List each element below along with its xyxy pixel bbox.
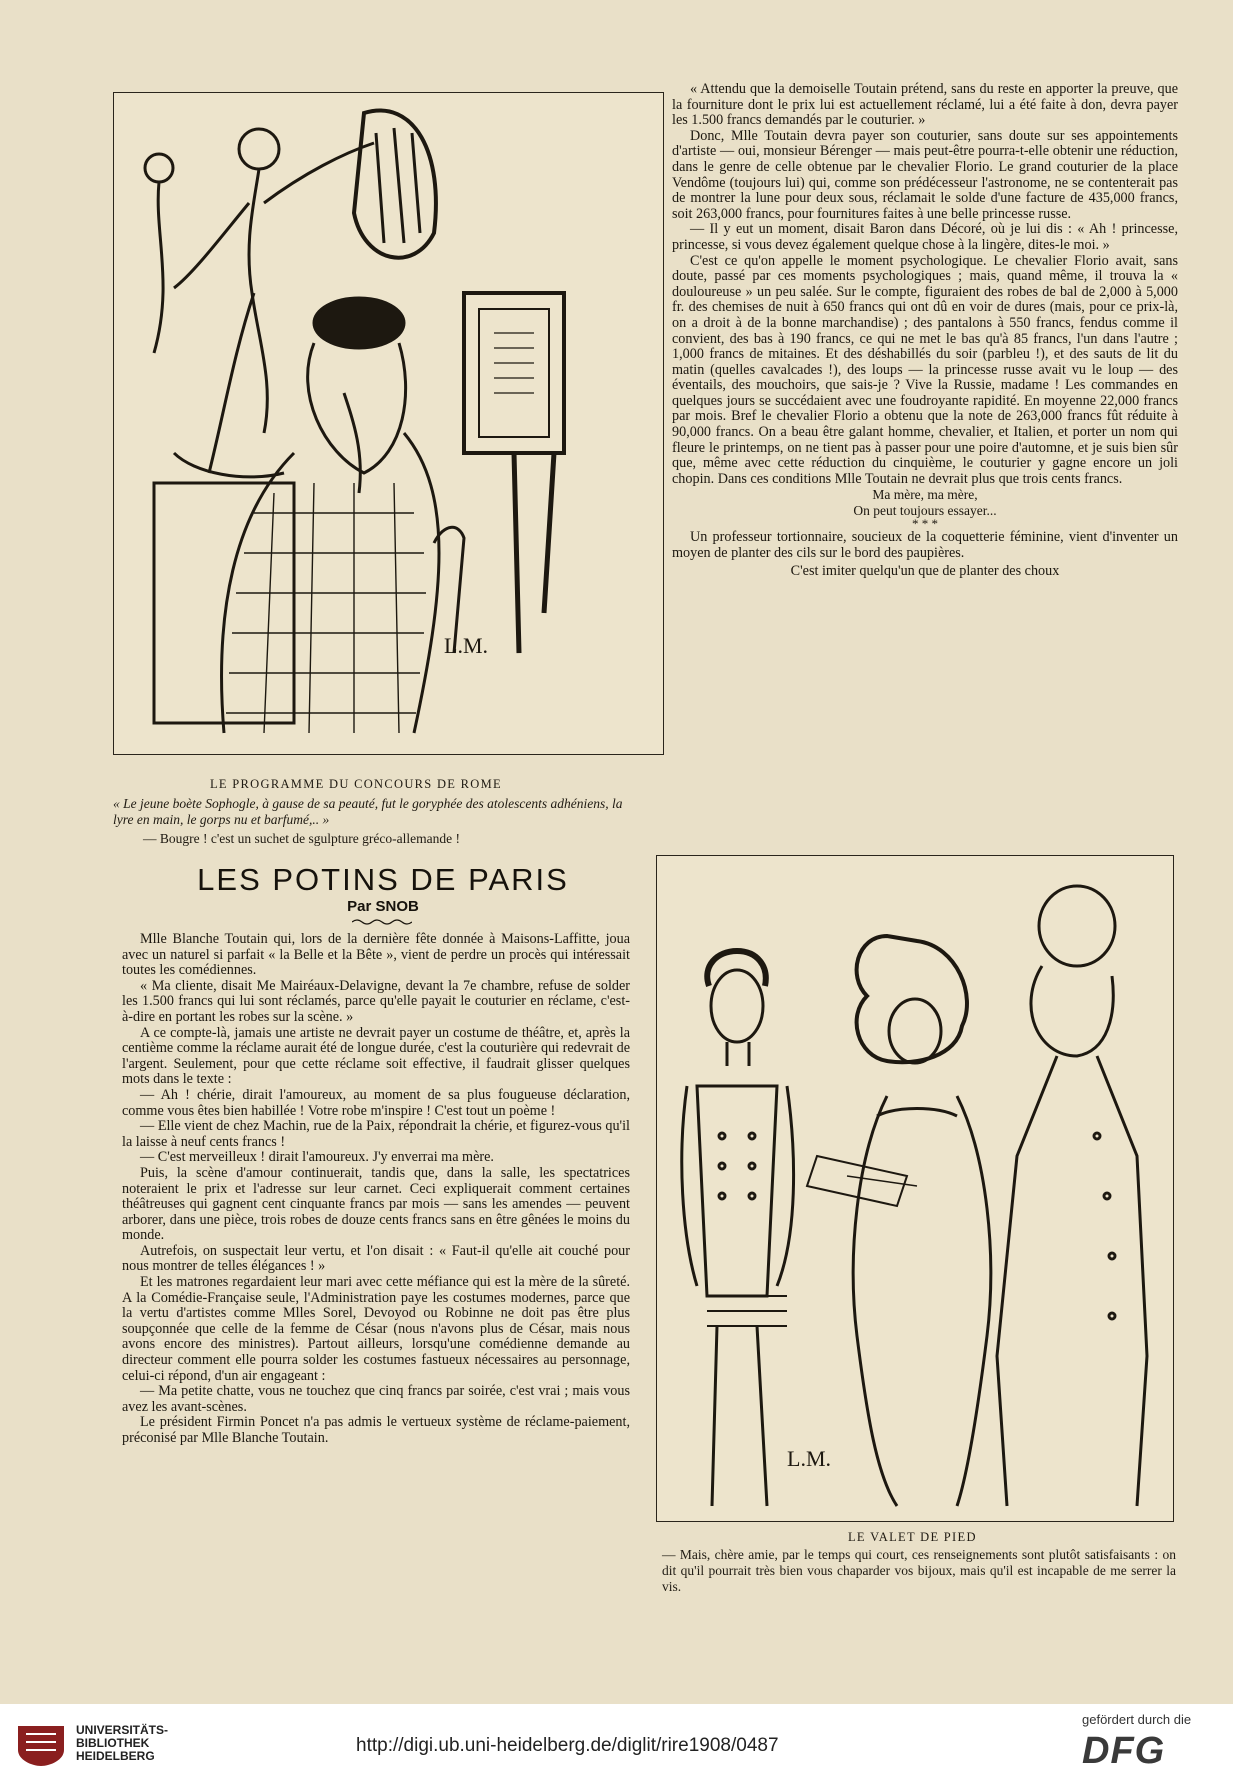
verse-line: On peut toujours essayer... — [853, 502, 997, 518]
article-paragraph: — Ah ! chérie, dirait l'amoureux, au moment de sa plus fougueuse déclaration, comme vous êtes bien habillée ! Votre robe m'inspire ! C'est tout un poème ! — [122, 1086, 630, 1119]
left-cartoon-reply: — Bougre ! c'est un suchet de sgulpture gréco-allemande ! — [143, 831, 460, 846]
document-url-link[interactable]: http://digi.ub.uni-heidelberg.de/diglit/rire1908/0487 — [356, 1735, 779, 1756]
dfg-logo: DFG — [1082, 1730, 1166, 1772]
right-cartoon-title: LE VALET DE PIED — [848, 1530, 977, 1544]
library-name — [76, 1724, 168, 1763]
right-cartoon-caption: — Mais, chère amie, par le temps qui court, ces renseignements sont plutôt satisfaisants : on dit qu'il pourrait très bien vous chaparder vos bijoux, mais qu'il est incapable de me serrer la vis. — [662, 1547, 1176, 1594]
article-paragraph: — C'est merveilleux ! dirait l'amoureux. J'y enverrai ma mère. — [140, 1149, 494, 1166]
article-paragraph: Le président Firmin Poncet n'a pas admis le vertueux système de réclame-paiement, préconisé par Mlle Blanche Toutain. — [122, 1414, 630, 1446]
library-line: HEIDELBERG — [76, 1749, 155, 1763]
left-cartoon-caption — [113, 796, 633, 828]
quip-line: C'est imiter quelqu'un que de planter des choux — [790, 562, 1060, 579]
article-paragraph: — Elle vient de chez Machin, rue de la Paix, répondrait la chérie, et figurez-vous qu'il la laisse à neuf cents francs ! — [122, 1118, 630, 1150]
article-headline: LES POTINS DE PARIS — [197, 862, 569, 897]
funder-label: gefördert durch die — [1082, 1712, 1192, 1727]
article-paragraph: — Ma petite chatte, vous ne touchez que cinq francs par soirée, c'est vrai ; mais vous avez les avant-scènes. — [122, 1383, 630, 1415]
left-cartoon-title: LE PROGRAMME DU CONCOURS DE ROME — [210, 777, 502, 791]
right-paragraph: « Attendu que la demoiselle Toutain prétend, sans du reste en apporter la preuve, que la fourniture dont le prix lui est actuellement réclamé, lui a été faite à don, devra payer les 1.500 francs demandés par le couturier. » — [672, 81, 1178, 129]
right-column-text — [672, 82, 1178, 579]
article-byline: Par SNOB — [347, 898, 419, 915]
right-paragraph: Donc, Mlle Toutain devra payer son couturier, sans doute sur ses appointements d'artiste — oui, monsieur Bérenger — mais peut-être pourra-t-elle obtenir une réduction, dans le genre de celle obtenue par le chevalier Florio. Le grand couturier de la place Vendôme (toujours lui) qui, comme son prédécesseur l'astronome, ne se contenterait pas de montrer la lune pour deux sous, réclamait le solde d'une facture de 435,000 francs, soit 263,000 francs, pour fournitures faites à une belle princesse russe. — [672, 127, 1178, 222]
cartoon-concours-de-rome — [113, 92, 664, 755]
article-paragraph: A ce compte-là, jamais une artiste ne devrait payer un costume de théâtre, et, après la centième comme la réclame aurait été de longue durée, c'est la couturière qui redevrait de l'argent. Seulement, pour que cette réclame soit effective, il faudrait glisser quelques mots dans le texte : — [122, 1024, 630, 1088]
cartoon-signature-right: L.M. — [787, 1446, 831, 1471]
section-stars: * * * — [912, 516, 938, 532]
right-paragraph: — Il y eut un moment, disait Baron dans Décoré, où je lui dis : « Ah ! princesse, princesse, si vous devez également quelque chose à la lingère, dites-le moi. » — [672, 221, 1178, 253]
left-cartoon-caption-italic: « Le jeune boète Sophogle, à gause de sa peauté, fut le goryphée des atolescents adhéniens, la lyre en main, le gorps nu et barfumé,.. » — [113, 796, 623, 827]
article-paragraph: Autrefois, on suspectait leur vertu, et l'on disait : « Faut-il qu'elle ait couché pour nous montrer de telles élégances ! » — [122, 1242, 630, 1275]
right-paragraph: Un professeur tortionnaire, soucieux de la coquetterie féminine, vient d'inventer un moyen de planter des cils sur le bord des paupières. — [672, 529, 1178, 562]
article-paragraph: Puis, la scène d'amour continuerait, tandis que, dans la salle, les spectatrices noteraient le prix et l'adresse sur leur carnet. Ceci expliquerait comment certaines théâtreuses qui gagnent cent cinquante francs par mois — sans les amendes — peuvent arborer, dans une pièce, trois robes de douze cents francs sans en être gênées le moins du monde. — [122, 1164, 630, 1244]
cartoon-valet-de-pied — [656, 855, 1174, 1522]
verse-line: Ma mère, ma mère, — [872, 487, 978, 503]
article-paragraph: Mlle Blanche Toutain qui, lors de la dernière fête donnée à Maisons-Laffitte, joua avec un naturel si parfait « la Belle et la Bête », vient de perdre un procès qui intéressait toutes les comédiennes. — [122, 931, 630, 979]
cartoon-drawing — [657, 856, 1173, 1521]
university-seal-icon — [10, 1720, 72, 1768]
decorative-squiggle — [352, 918, 412, 926]
right-paragraph: C'est ce qu'on appelle le moment psychologique. Le chevalier Florio avait, sans doute, passé par ces moments psychologiques ; mais, quand même, il trouva la « douloureuse » un peu salée. Sur le compte, figuraient des robes de bal de 2,000 à 5,000 fr. des chemises de nuit à 650 francs qui ont dû en voir de dures (mais, pour ce prix-là, on a droit à de la bonne marchandise) ; des pantalons à 550 francs, fendus comme il convient, des bas à 190 francs, ce qui ne met le bas qu'à 85 francs, l'un dans l'autre ; 1,000 francs de mitaines. Et des déshabillés du soir (parbleu !), et des sauts de lit du matin (quelles cavalcades !), des loups — la princesse russe avait vu le loup — des éventails, des mouchoirs, que sais-je ? Vive la Russie, madame ! Les commandes en quelques jours se succédaient avec une foudroyante rapidité. En moyenne 22,000 francs par mois. Bref le chevalier Florio a obtenu que la note de 263,000 francs fût réduite à 90,000 francs. On a beau être galant homme, chevalier, et Italien, et porter un nom qui fleure le printemps, on ne tient pas à passer pour une poire d'automne, et je suis bien sûr que, même avec cette réduction du cinquième, le couturier y gagne encore un joli chopin. Dans ces conditions Mlle Toutain ne devrait plus que trois cents francs. — [672, 252, 1178, 487]
article-paragraph: « Ma cliente, disait Me Mairéaux-Delavigne, devant la 7e chambre, refuse de solder les 1.500 francs qui lui sont réclamés, parce qu'elle payait le couturier en réclame, c'est-à-dire en portant les robes sur la scène. » — [122, 977, 630, 1025]
library-line: BIBLIOTHEK — [76, 1736, 150, 1750]
article-paragraph: Et les matrones regardaient leur mari avec cette méfiance qui est la mère de la sûreté. A la Comédie-Française seule, l'Administration paye les costumes modernes, parce que la vertu d'artistes comme Mlles Sorel, Devoyod ou Robinne ne doit pas être plus soupçonnée que celle de la femme de César (nous n'avons plus de César, mais nous avons encore des ministres). Partout ailleurs, lorsqu'une comédienne demande au directeur comment elle pourra solder les costumes fastueux nécessaires au personnage, celui-ci répond, d'un air engageant : — [122, 1274, 630, 1384]
library-line: UNIVERSITÄTS- — [76, 1723, 169, 1737]
cartoon-signature-left: L.M. — [444, 633, 488, 658]
cartoon-drawing — [114, 93, 663, 754]
article-body — [122, 932, 630, 1447]
